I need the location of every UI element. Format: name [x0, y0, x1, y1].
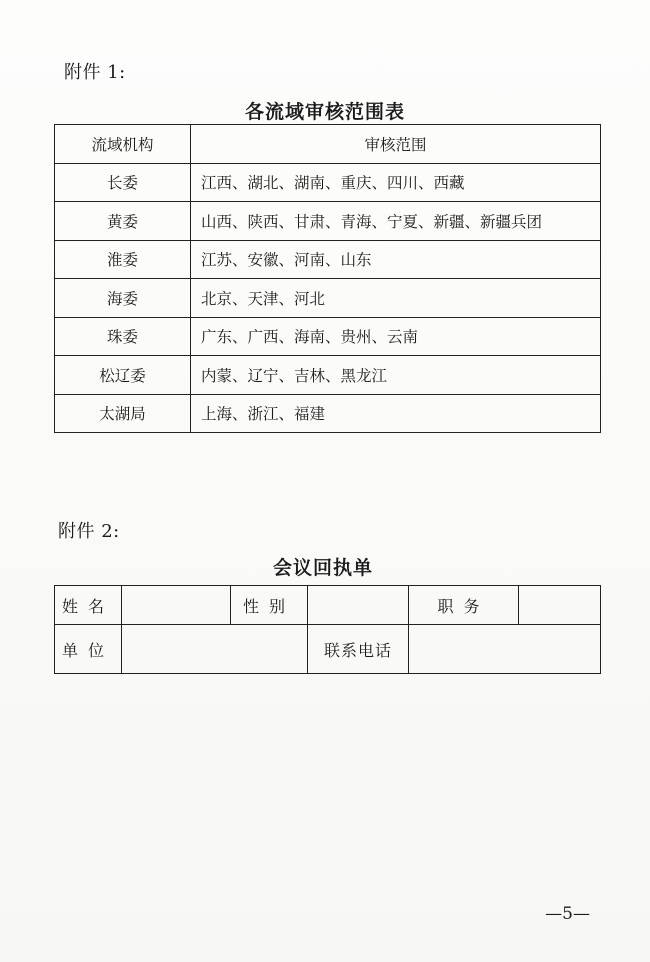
- meeting-receipt-form: [54, 585, 601, 674]
- scope-cell: 山西、陕西、甘肃、青海、宁夏、新疆、新疆兵团: [191, 202, 601, 241]
- table-row: [55, 240, 601, 279]
- gender-label: 性别: [231, 586, 308, 625]
- attachment-1-label: 附件 1:: [64, 62, 126, 83]
- meeting-receipt-title: 会议回执单: [272, 557, 373, 579]
- position-label: 职务: [409, 586, 519, 625]
- scope-cell: 上海、浙江、福建: [191, 394, 601, 433]
- position-field[interactable]: [519, 586, 601, 625]
- org-cell: 珠委: [55, 317, 191, 356]
- table-row: [55, 163, 601, 202]
- attachment-2-label: 附件 2:: [58, 521, 120, 542]
- org-cell: 黄委: [55, 202, 191, 241]
- unit-field[interactable]: [122, 625, 308, 674]
- name-label: 姓名: [55, 586, 122, 625]
- phone-label: 联系电话: [308, 625, 409, 674]
- table-header-row: [55, 125, 601, 164]
- form-row: [55, 586, 601, 625]
- org-cell: 太湖局: [55, 394, 191, 433]
- review-scope-table-title: 各流域审核范围表: [244, 101, 405, 123]
- table-row: [55, 317, 601, 356]
- scope-cell: 江苏、安徽、河南、山东: [191, 240, 601, 279]
- table-row: [55, 202, 601, 241]
- page-number: —5—: [545, 904, 590, 924]
- table-row: [55, 279, 601, 318]
- org-cell: 长委: [55, 163, 191, 202]
- scope-cell: 北京、天津、河北: [191, 279, 601, 318]
- gender-field[interactable]: [308, 586, 409, 625]
- header-scope: 审核范围: [191, 125, 601, 164]
- table-row: [55, 356, 601, 395]
- scope-cell: 江西、湖北、湖南、重庆、四川、西藏: [191, 163, 601, 202]
- form-row: [55, 625, 601, 674]
- name-field[interactable]: [122, 586, 231, 625]
- org-cell: 海委: [55, 279, 191, 318]
- scope-cell: 内蒙、辽宁、吉林、黑龙江: [191, 356, 601, 395]
- org-cell: 松辽委: [55, 356, 191, 395]
- scope-cell: 广东、广西、海南、贵州、云南: [191, 317, 601, 356]
- review-scope-table: [54, 124, 601, 433]
- phone-field[interactable]: [409, 625, 601, 674]
- org-cell: 淮委: [55, 240, 191, 279]
- table-row: [55, 394, 601, 433]
- unit-label: 单位: [55, 625, 122, 674]
- header-org: 流域机构: [55, 125, 191, 164]
